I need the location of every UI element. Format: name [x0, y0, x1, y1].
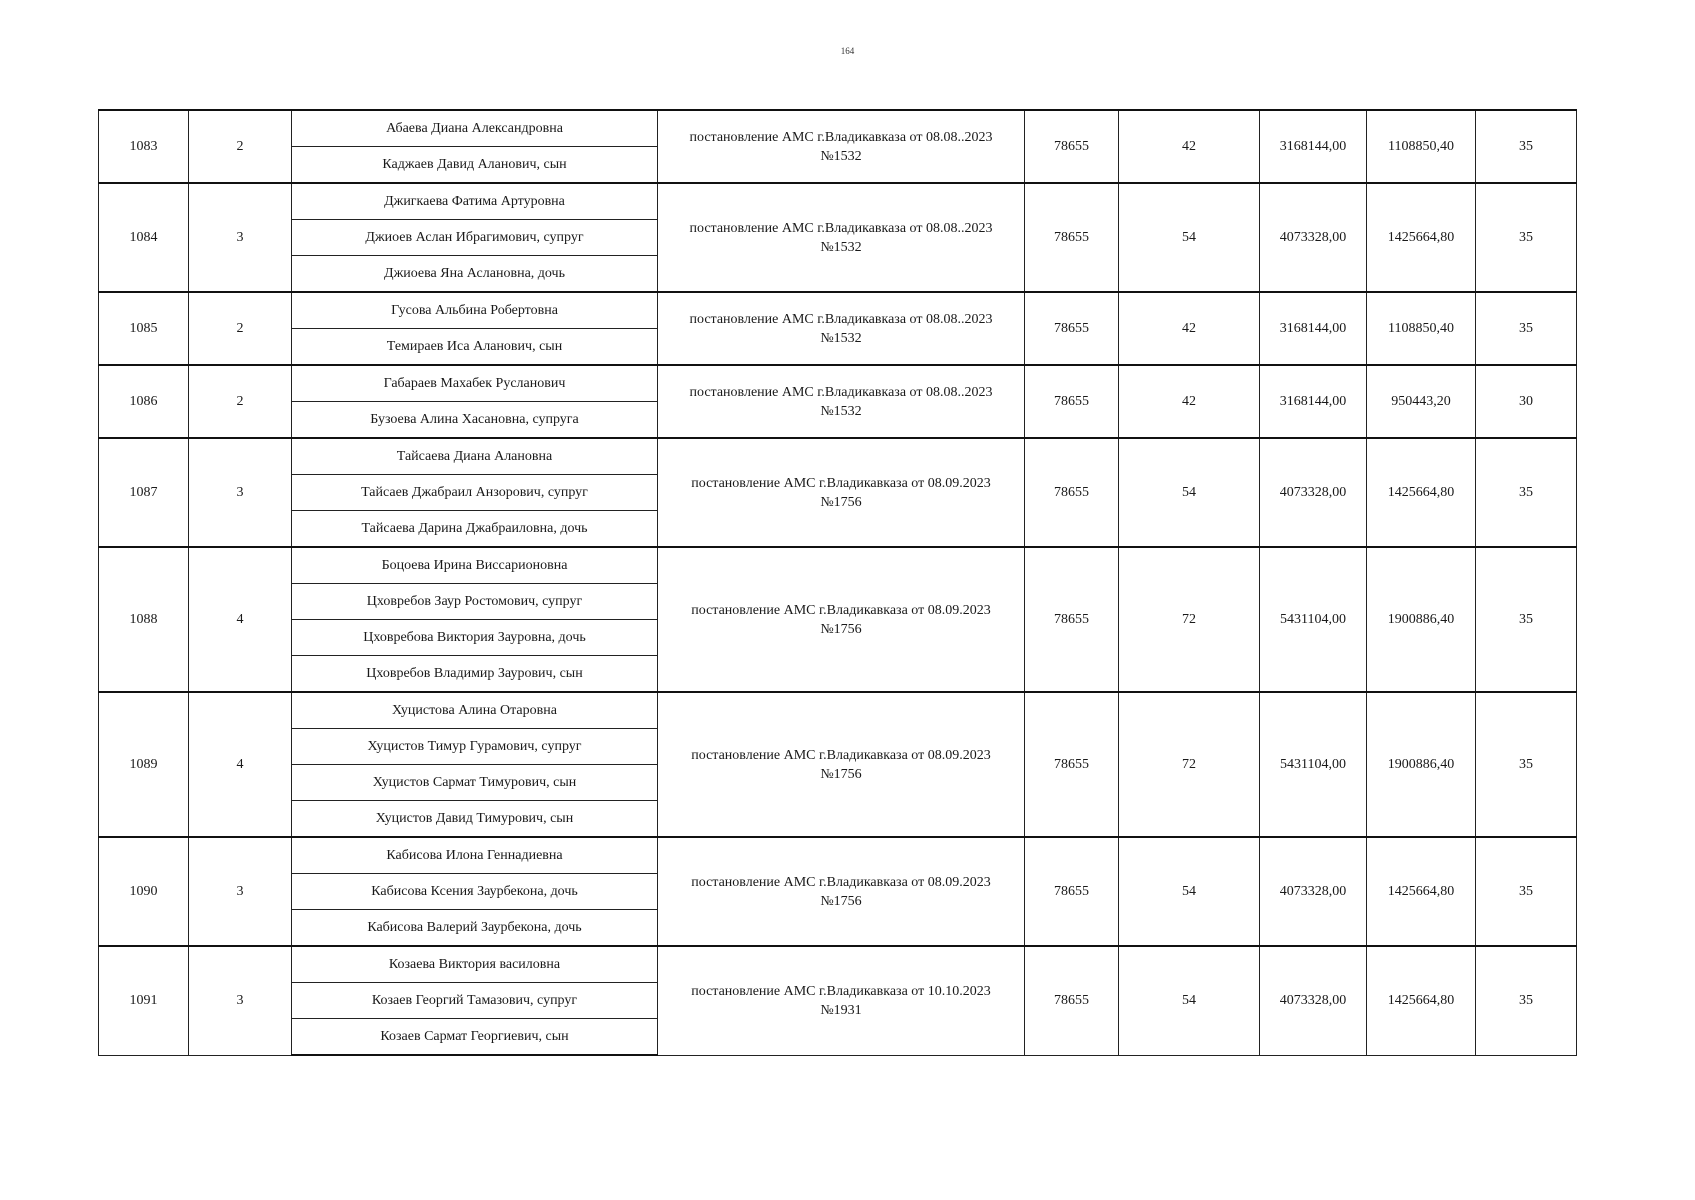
family-member-cell: Бузоева Алина Хасановна, супруга [292, 402, 658, 439]
table-row [99, 110, 1577, 147]
table-row [99, 547, 1577, 584]
col6-cell: 54 [1119, 837, 1260, 946]
record-number-cell: 1087 [99, 438, 189, 547]
family-size-cell: 2 [189, 110, 292, 183]
col8-cell: 1900886,40 [1367, 547, 1476, 692]
decree-text: постановление АМС г.Владикавказа от 08.09.2023 [691, 602, 991, 618]
decree-cell [658, 110, 1025, 183]
col8-cell: 1425664,80 [1367, 438, 1476, 547]
table-row [99, 837, 1577, 874]
family-size-cell: 2 [189, 292, 292, 365]
family-member-cell: Тайсаев Джабраил Анзорович, супруг [292, 475, 658, 511]
family-member-cell: Хуцистов Сармат Тимурович, сын [292, 765, 658, 801]
decree-number: №1756 [820, 494, 862, 510]
col6-cell: 54 [1119, 438, 1260, 547]
family-member-cell: Габараев Махабек Русланович [292, 365, 658, 402]
table-row [99, 365, 1577, 402]
col8-cell: 1425664,80 [1367, 183, 1476, 292]
table-row [99, 183, 1577, 220]
decree-number: №1532 [820, 148, 862, 164]
col5-cell: 78655 [1025, 692, 1119, 837]
decree-text: постановление АМС г.Владикавказа от 08.09.2023 [691, 747, 991, 763]
page-number: 164 [840, 46, 855, 56]
table-row [99, 946, 1577, 983]
col5-cell: 78655 [1025, 837, 1119, 946]
col7-cell: 4073328,00 [1260, 183, 1367, 292]
table-row [99, 292, 1577, 329]
decree-text: постановление АМС г.Владикавказа от 08.09.2023 [691, 874, 991, 890]
col6-cell: 42 [1119, 110, 1260, 183]
record-number-cell: 1090 [99, 837, 189, 946]
col7-cell: 5431104,00 [1260, 547, 1367, 692]
family-member-cell: Каджаев Давид Аланович, сын [292, 147, 658, 184]
registry-table [98, 109, 1577, 1056]
record-number-cell: 1091 [99, 946, 189, 1055]
family-size-cell: 3 [189, 183, 292, 292]
family-member-cell: Тайсаева Дарина Джабраиловна, дочь [292, 511, 658, 548]
decree-cell [658, 438, 1025, 547]
col5-cell: 78655 [1025, 183, 1119, 292]
col9-cell: 35 [1476, 292, 1577, 365]
decree-number: №1532 [820, 239, 862, 255]
decree-cell [658, 946, 1025, 1055]
decree-text: постановление АМС г.Владикавказа от 08.08..2023 [689, 220, 993, 236]
family-member-cell: Хуцистов Давид Тимурович, сын [292, 801, 658, 838]
family-member-cell: Цховребова Виктория Зауровна, дочь [292, 620, 658, 656]
decree-text: постановление АМС г.Владикавказа от 10.10.2023 [691, 983, 991, 999]
record-number-cell: 1085 [99, 292, 189, 365]
col7-cell: 3168144,00 [1260, 292, 1367, 365]
col5-cell: 78655 [1025, 365, 1119, 438]
col8-cell: 1900886,40 [1367, 692, 1476, 837]
family-member-cell: Кабисова Валерий Заурбекона, дочь [292, 910, 658, 947]
col7-cell: 3168144,00 [1260, 365, 1367, 438]
table-row [99, 438, 1577, 475]
decree-text: постановление АМС г.Владикавказа от 08.08..2023 [689, 384, 993, 400]
family-size-cell: 3 [189, 837, 292, 946]
col5-cell: 78655 [1025, 292, 1119, 365]
col9-cell: 35 [1476, 547, 1577, 692]
col8-cell: 1108850,40 [1367, 110, 1476, 183]
family-member-cell: Цховребов Заур Ростомович, супруг [292, 584, 658, 620]
col7-cell: 4073328,00 [1260, 946, 1367, 1055]
decree-cell [658, 365, 1025, 438]
col6-cell: 72 [1119, 692, 1260, 837]
family-member-cell: Джигкаева Фатима Артуровна [292, 183, 658, 220]
col7-cell: 4073328,00 [1260, 438, 1367, 547]
family-size-cell: 2 [189, 365, 292, 438]
family-size-cell: 3 [189, 438, 292, 547]
col7-cell: 3168144,00 [1260, 110, 1367, 183]
decree-cell [658, 292, 1025, 365]
family-member-cell: Козаев Георгий Тамазович, супруг [292, 983, 658, 1019]
record-number-cell: 1084 [99, 183, 189, 292]
col6-cell: 54 [1119, 946, 1260, 1055]
family-member-cell: Джиоев Аслан Ибрагимович, супруг [292, 220, 658, 256]
family-member-cell: Хуцистов Тимур Гурамович, супруг [292, 729, 658, 765]
record-number-cell: 1086 [99, 365, 189, 438]
col9-cell: 35 [1476, 837, 1577, 946]
col9-cell: 35 [1476, 692, 1577, 837]
table-row [99, 692, 1577, 729]
decree-number: №1931 [820, 1002, 862, 1018]
family-member-cell: Кабисова Илона Геннадиевна [292, 837, 658, 874]
col5-cell: 78655 [1025, 946, 1119, 1055]
col8-cell: 1425664,80 [1367, 946, 1476, 1055]
col9-cell: 30 [1476, 365, 1577, 438]
decree-text: постановление АМС г.Владикавказа от 08.08..2023 [689, 129, 993, 145]
family-member-cell: Тайсаева Диана Алановна [292, 438, 658, 475]
record-number-cell: 1083 [99, 110, 189, 183]
decree-number: №1756 [820, 766, 862, 782]
col8-cell: 1425664,80 [1367, 837, 1476, 946]
family-member-cell: Козаева Виктория василовна [292, 946, 658, 983]
col9-cell: 35 [1476, 438, 1577, 547]
family-size-cell: 3 [189, 946, 292, 1055]
decree-cell [658, 692, 1025, 837]
col5-cell: 78655 [1025, 438, 1119, 547]
col9-cell: 35 [1476, 183, 1577, 292]
col8-cell: 1108850,40 [1367, 292, 1476, 365]
col5-cell: 78655 [1025, 110, 1119, 183]
family-member-cell: Кабисова Ксения Заурбекона, дочь [292, 874, 658, 910]
family-member-cell: Гусова Альбина Робертовна [292, 292, 658, 329]
col6-cell: 42 [1119, 365, 1260, 438]
col6-cell: 54 [1119, 183, 1260, 292]
decree-number: №1532 [820, 330, 862, 346]
registry-body [99, 110, 1577, 1055]
record-number-cell: 1089 [99, 692, 189, 837]
family-size-cell: 4 [189, 547, 292, 692]
col8-cell: 950443,20 [1367, 365, 1476, 438]
decree-cell [658, 183, 1025, 292]
decree-text: постановление АМС г.Владикавказа от 08.09.2023 [691, 475, 991, 491]
family-member-cell: Цховребов Владимир Заурович, сын [292, 656, 658, 693]
family-member-cell: Темираев Иса Аланович, сын [292, 329, 658, 366]
col6-cell: 42 [1119, 292, 1260, 365]
family-member-cell: Хуцистова Алина Отаровна [292, 692, 658, 729]
family-size-cell: 4 [189, 692, 292, 837]
decree-cell [658, 547, 1025, 692]
col5-cell: 78655 [1025, 547, 1119, 692]
family-member-cell: Джиоева Яна Аслановна, дочь [292, 256, 658, 293]
col9-cell: 35 [1476, 946, 1577, 1055]
col9-cell: 35 [1476, 110, 1577, 183]
col7-cell: 4073328,00 [1260, 837, 1367, 946]
family-member-cell: Козаев Сармат Георгиевич, сын [292, 1019, 658, 1056]
col7-cell: 5431104,00 [1260, 692, 1367, 837]
record-number-cell: 1088 [99, 547, 189, 692]
decree-number: №1756 [820, 621, 862, 637]
family-member-cell: Боцоева Ирина Виссарионовна [292, 547, 658, 584]
decree-number: №1532 [820, 403, 862, 419]
family-member-cell: Абаева Диана Александровна [292, 110, 658, 147]
decree-cell [658, 837, 1025, 946]
decree-text: постановление АМС г.Владикавказа от 08.08..2023 [689, 311, 993, 327]
decree-number: №1756 [820, 893, 862, 909]
col6-cell: 72 [1119, 547, 1260, 692]
